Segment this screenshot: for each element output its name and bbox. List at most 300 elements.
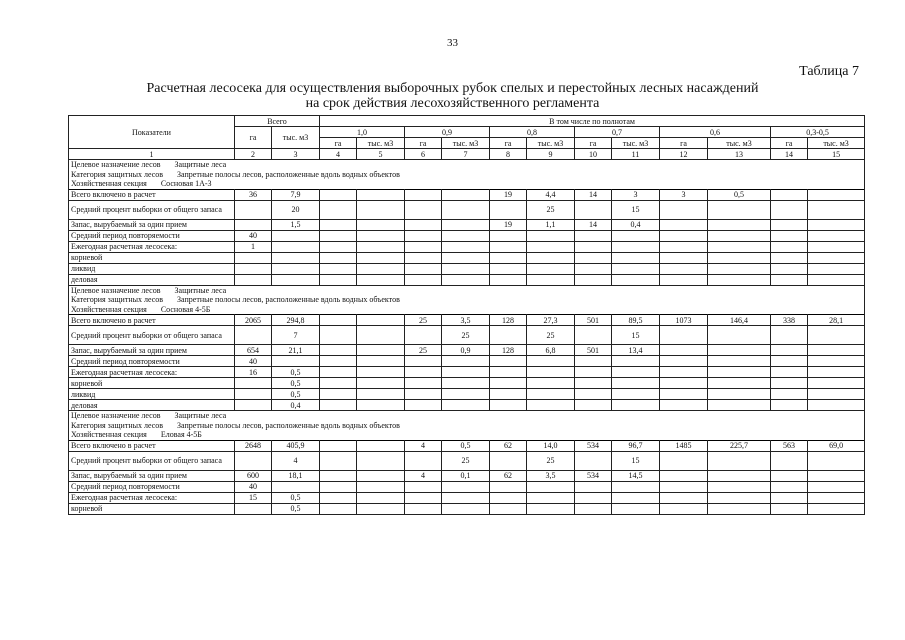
row-label: деловая: [69, 274, 235, 285]
table-cell: [660, 451, 708, 470]
table-cell: [660, 481, 708, 492]
table-cell: [808, 470, 865, 481]
table-cell: 4,4: [527, 189, 575, 200]
table-cell: [771, 356, 808, 367]
table-cell: [575, 503, 612, 514]
table-cell: [708, 274, 771, 285]
table-cell: 4: [405, 440, 442, 451]
table-cell: [771, 503, 808, 514]
table-cell: [490, 492, 527, 503]
row-label: Всего включено в расчет: [69, 440, 235, 451]
table-cell: 1485: [660, 440, 708, 451]
table-cell: [272, 356, 320, 367]
table-cell: [405, 378, 442, 389]
table-cell: [527, 356, 575, 367]
table-cell: 0,9: [442, 345, 490, 356]
table-cell: [357, 451, 405, 470]
section-info-value: Защитные леса: [174, 160, 227, 169]
section-info-row: [69, 160, 865, 190]
table-cell: [442, 378, 490, 389]
table-cell: [808, 252, 865, 263]
table-cell: [771, 230, 808, 241]
section-info: [69, 160, 865, 190]
table-cell: [708, 252, 771, 263]
table-cell: [660, 263, 708, 274]
table-cell: [708, 219, 771, 230]
table-cell: [235, 326, 272, 345]
table-cell: [612, 274, 660, 285]
table-row: [69, 400, 865, 411]
row-label: Средний период повторяемости: [69, 230, 235, 241]
table-cell: [442, 200, 490, 219]
row-label: Всего включено в расчет: [69, 189, 235, 200]
table-cell: 62: [490, 470, 527, 481]
table-cell: [660, 200, 708, 219]
table-row: [69, 189, 865, 200]
table-cell: [708, 481, 771, 492]
table-cell: [708, 492, 771, 503]
row-label: Ежегодная расчетная лесосека:: [69, 492, 235, 503]
table-row: [69, 230, 865, 241]
header-total: Всего: [235, 116, 320, 127]
table-cell: [660, 389, 708, 400]
row-label: Ежегодная расчетная лесосека:: [69, 367, 235, 378]
table-cell: 501: [575, 315, 612, 326]
column-number: 14: [771, 149, 808, 160]
table-cell: [405, 356, 442, 367]
table-cell: 0,5: [442, 440, 490, 451]
column-number: 1: [69, 149, 235, 160]
table-cell: [405, 389, 442, 400]
section-info-value: Запретные полосы лесов, расположенные вдоль водных объектов: [177, 420, 400, 430]
table-cell: 15: [235, 492, 272, 503]
table-cell: [405, 481, 442, 492]
table-cell: [771, 389, 808, 400]
table-cell: [575, 263, 612, 274]
table-cell: [405, 492, 442, 503]
table-cell: [612, 230, 660, 241]
table-row: [69, 470, 865, 481]
table-row: [69, 481, 865, 492]
table-cell: 89,5: [612, 315, 660, 326]
table-cell: [771, 400, 808, 411]
table-cell: [442, 274, 490, 285]
table-cell: [490, 356, 527, 367]
table-row: [69, 274, 865, 285]
header-ha: га: [235, 127, 272, 149]
table-row: [69, 241, 865, 252]
table-cell: 4: [405, 470, 442, 481]
table-cell: [405, 326, 442, 345]
table-cell: 13,4: [612, 345, 660, 356]
section-info-line: [71, 286, 862, 296]
table-cell: 25: [527, 200, 575, 219]
table-cell: [490, 230, 527, 241]
section-info-label: Целевое назначение лесов: [71, 160, 161, 169]
section-info-line: [71, 170, 862, 180]
table-cell: 0,5: [272, 503, 320, 514]
section-info-label: Хозяйственная секция: [71, 179, 147, 188]
table-cell: [575, 356, 612, 367]
table-cell: [808, 451, 865, 470]
table-cell: 338: [771, 315, 808, 326]
table-cell: [490, 389, 527, 400]
header-polnota: 1,0: [320, 127, 405, 138]
table-cell: [320, 252, 357, 263]
table-cell: 7: [272, 326, 320, 345]
column-number: 2: [235, 149, 272, 160]
table-cell: [771, 378, 808, 389]
column-number: 12: [660, 149, 708, 160]
header-ha: га: [771, 138, 808, 149]
table-cell: [405, 241, 442, 252]
table-cell: [612, 481, 660, 492]
table-cell: [235, 219, 272, 230]
table-cell: [490, 252, 527, 263]
column-number: 10: [575, 149, 612, 160]
row-label: Средний процент выборки от общего запаса: [69, 451, 235, 470]
table-cell: [235, 263, 272, 274]
section-info-value: Защитные леса: [174, 285, 227, 295]
table-cell: 654: [235, 345, 272, 356]
table-cell: [357, 503, 405, 514]
title-line-2: на срок действия лесохозяйственного регламента: [305, 96, 600, 111]
table-cell: [320, 230, 357, 241]
header-polnota: 0,8: [490, 127, 575, 138]
table-cell: [575, 389, 612, 400]
header-polnota: 0,9: [405, 127, 490, 138]
table-cell: [527, 367, 575, 378]
row-label: корневой: [69, 252, 235, 263]
column-number: 6: [405, 149, 442, 160]
section-info: [69, 411, 865, 441]
table-cell: [405, 367, 442, 378]
table-cell: 15: [612, 451, 660, 470]
table-cell: [575, 378, 612, 389]
table-cell: 0,4: [272, 400, 320, 411]
page-number: 33: [447, 37, 458, 49]
table-cell: [575, 400, 612, 411]
table-cell: [771, 263, 808, 274]
table-cell: [357, 252, 405, 263]
table-cell: 20: [272, 200, 320, 219]
table-cell: [660, 492, 708, 503]
table-cell: 0,5: [272, 378, 320, 389]
table-cell: [490, 503, 527, 514]
table-cell: 225,7: [708, 440, 771, 451]
table-cell: [490, 326, 527, 345]
table-cell: [708, 367, 771, 378]
table-cell: [490, 200, 527, 219]
table-cell: [527, 400, 575, 411]
table-cell: 62: [490, 440, 527, 451]
table-cell: [808, 274, 865, 285]
row-label: корневой: [69, 378, 235, 389]
table-cell: [442, 219, 490, 230]
table-cell: [357, 345, 405, 356]
section-info-label: Целевое назначение лесов: [71, 411, 161, 420]
table-cell: [405, 219, 442, 230]
table-cell: [575, 252, 612, 263]
table-row: [69, 200, 865, 219]
table-cell: 25: [527, 451, 575, 470]
table-cell: [442, 503, 490, 514]
table-cell: [575, 451, 612, 470]
column-number: 5: [357, 149, 405, 160]
table-cell: [660, 219, 708, 230]
table-cell: [771, 252, 808, 263]
header-m3: тыс. м3: [808, 138, 865, 149]
table-cell: [708, 389, 771, 400]
table-cell: [405, 451, 442, 470]
table-cell: [612, 389, 660, 400]
section-info-label: Категория защитных лесов: [71, 295, 164, 304]
table-cell: [357, 230, 405, 241]
row-label: Средний период повторяемости: [69, 356, 235, 367]
table-cell: [575, 367, 612, 378]
header-ha: га: [490, 138, 527, 149]
header-m3: тыс. м3: [612, 138, 660, 149]
table-row: [69, 492, 865, 503]
table-cell: [575, 492, 612, 503]
row-label: деловая: [69, 400, 235, 411]
table-cell: [320, 367, 357, 378]
table-cell: [442, 389, 490, 400]
header-m3: тыс. м3: [442, 138, 490, 149]
table-cell: [320, 481, 357, 492]
table-row: [69, 503, 865, 514]
table-cell: [272, 274, 320, 285]
table-cell: [320, 389, 357, 400]
table-cell: [708, 263, 771, 274]
table-cell: 3,5: [442, 315, 490, 326]
table-cell: [405, 230, 442, 241]
header-m3: тыс. м3: [527, 138, 575, 149]
column-number: 11: [612, 149, 660, 160]
header-ha: га: [320, 138, 357, 149]
table-cell: 19: [490, 189, 527, 200]
table-cell: [527, 481, 575, 492]
table-cell: [660, 400, 708, 411]
section-info-line: [71, 179, 862, 189]
table-cell: 96,7: [612, 440, 660, 451]
table-cell: [490, 367, 527, 378]
table-cell: [442, 189, 490, 200]
section-info-value: Еловая 4-5Б: [160, 430, 202, 439]
section-info-line: [71, 295, 862, 305]
table-cell: [490, 378, 527, 389]
table-cell: [708, 326, 771, 345]
table-cell: [490, 274, 527, 285]
table-cell: [357, 274, 405, 285]
table-cell: 405,9: [272, 440, 320, 451]
table-cell: [612, 241, 660, 252]
table-cell: 0,5: [272, 367, 320, 378]
table-cell: [808, 503, 865, 514]
table-cell: [771, 274, 808, 285]
table-cell: [527, 241, 575, 252]
table-cell: 1,5: [272, 219, 320, 230]
header-m3: тыс. м3: [708, 138, 771, 149]
table-cell: [708, 200, 771, 219]
section-info-value: Запретные полосы лесов, расположенные вдоль водных объектов: [177, 169, 400, 179]
section-info-row: [69, 285, 865, 315]
table-cell: [771, 219, 808, 230]
table-row: [69, 378, 865, 389]
table-cell: [660, 274, 708, 285]
table-cell: [320, 241, 357, 252]
table-cell: [357, 481, 405, 492]
header-ha: га: [575, 138, 612, 149]
table-cell: [357, 356, 405, 367]
table-cell: [660, 230, 708, 241]
table-cell: 14,0: [527, 440, 575, 451]
table-cell: [771, 345, 808, 356]
table-cell: [808, 189, 865, 200]
table-cell: [808, 389, 865, 400]
header-including: В том числе по полнотам: [320, 116, 865, 127]
table-cell: [708, 470, 771, 481]
table-cell: [235, 274, 272, 285]
table-cell: 21,1: [272, 345, 320, 356]
table-cell: [272, 230, 320, 241]
table-cell: [442, 492, 490, 503]
table-cell: [808, 241, 865, 252]
table-cell: [527, 389, 575, 400]
table-cell: 28,1: [808, 315, 865, 326]
header-m3: тыс. м3: [272, 127, 320, 149]
table-cell: 4: [272, 451, 320, 470]
row-label: Всего включено в расчет: [69, 315, 235, 326]
table-cell: 16: [235, 367, 272, 378]
table-cell: [442, 263, 490, 274]
table-cell: [320, 470, 357, 481]
table-cell: [357, 200, 405, 219]
row-label: Запас, вырубаемый за один прием: [69, 219, 235, 230]
table-cell: [575, 230, 612, 241]
table-cell: [708, 356, 771, 367]
table-cell: 69,0: [808, 440, 865, 451]
table-cell: 1073: [660, 315, 708, 326]
table-cell: [442, 400, 490, 411]
table-row: [69, 367, 865, 378]
table-cell: [808, 263, 865, 274]
table-cell: [575, 274, 612, 285]
harvest-table: [68, 115, 865, 515]
table-row: [69, 315, 865, 326]
table-cell: 25: [442, 326, 490, 345]
table-cell: [660, 503, 708, 514]
table-cell: [357, 241, 405, 252]
section-info: [69, 285, 865, 315]
table-cell: [405, 274, 442, 285]
table-cell: 15: [612, 326, 660, 345]
table-cell: [490, 481, 527, 492]
table-cell: [357, 470, 405, 481]
table-cell: [320, 189, 357, 200]
table-cell: [771, 470, 808, 481]
table-cell: [808, 492, 865, 503]
table-cell: [575, 200, 612, 219]
section-info-label: Целевое назначение лесов: [71, 285, 161, 295]
table-cell: [320, 200, 357, 219]
table-cell: [357, 315, 405, 326]
table-cell: [320, 440, 357, 451]
table-cell: [708, 241, 771, 252]
table-cell: 2648: [235, 440, 272, 451]
table-row: [69, 326, 865, 345]
table-cell: [771, 241, 808, 252]
table-cell: [405, 263, 442, 274]
table-cell: [405, 252, 442, 263]
table-cell: [357, 326, 405, 345]
table-cell: [357, 389, 405, 400]
table-cell: [660, 241, 708, 252]
table-cell: [660, 470, 708, 481]
row-label: Средний период повторяемости: [69, 481, 235, 492]
table-cell: [708, 230, 771, 241]
table-cell: [708, 378, 771, 389]
section-info-row: [69, 411, 865, 441]
table-cell: [660, 252, 708, 263]
table-cell: 0,5: [272, 389, 320, 400]
table-cell: 25: [527, 326, 575, 345]
section-info-value: Сосновая 1А-3: [160, 179, 212, 188]
table-cell: [708, 400, 771, 411]
table-cell: [527, 230, 575, 241]
section-info-label: Категория защитных лесов: [71, 169, 164, 179]
table-cell: [527, 274, 575, 285]
table-cell: [660, 356, 708, 367]
table-cell: [808, 356, 865, 367]
table-cell: 534: [575, 440, 612, 451]
header-polnota: 0,3-0,5: [771, 127, 865, 138]
table-cell: 0,4: [612, 219, 660, 230]
column-number: 7: [442, 149, 490, 160]
table-cell: [320, 492, 357, 503]
table-cell: 14: [575, 189, 612, 200]
table-cell: 128: [490, 315, 527, 326]
table-cell: [272, 263, 320, 274]
header-polnota: 0,7: [575, 127, 660, 138]
table-row: [69, 440, 865, 451]
table-cell: 25: [442, 451, 490, 470]
table-cell: 14: [575, 219, 612, 230]
table-cell: [708, 345, 771, 356]
table-cell: [612, 252, 660, 263]
table-row: [69, 451, 865, 470]
table-cell: [320, 503, 357, 514]
column-number: 15: [808, 149, 865, 160]
column-number: 4: [320, 149, 357, 160]
table-cell: [612, 356, 660, 367]
table-cell: [771, 326, 808, 345]
table-cell: [405, 503, 442, 514]
table-cell: [575, 326, 612, 345]
table-cell: [357, 440, 405, 451]
table-cell: [357, 400, 405, 411]
table-cell: 25: [405, 345, 442, 356]
table-row: [69, 263, 865, 274]
table-cell: [320, 400, 357, 411]
table-cell: [357, 492, 405, 503]
table-cell: [320, 356, 357, 367]
table-cell: 1,1: [527, 219, 575, 230]
table-cell: [272, 481, 320, 492]
table-row: [69, 252, 865, 263]
table-cell: 27,3: [527, 315, 575, 326]
table-cell: [612, 378, 660, 389]
